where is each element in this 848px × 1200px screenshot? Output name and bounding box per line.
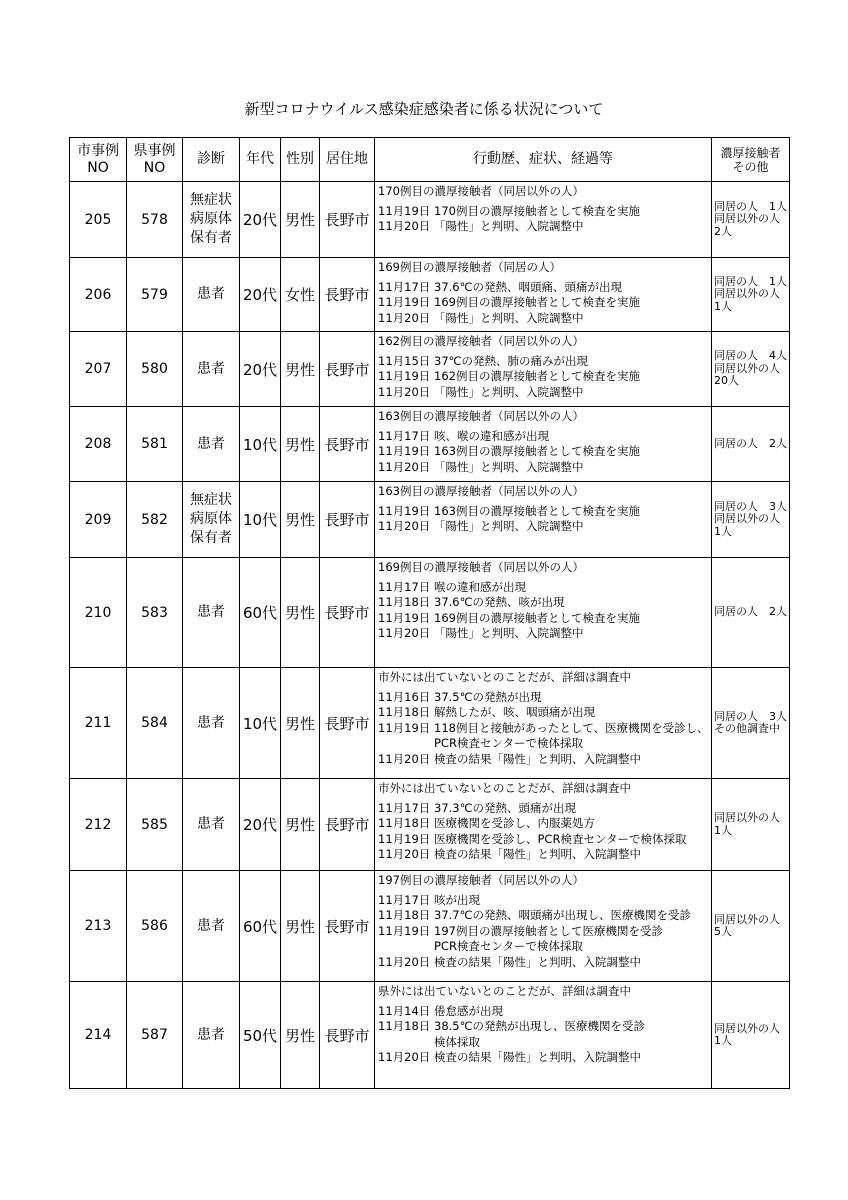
contacts-line: 同居以外の人 (714, 912, 780, 926)
event-line (378, 1004, 709, 1020)
event-line (378, 219, 709, 235)
contacts (712, 482, 790, 558)
event-line (378, 924, 709, 940)
event-text: 37.3℃の発熱、頭痛が出現 (434, 800, 577, 815)
sex: 男性 (281, 558, 320, 668)
event-line (378, 504, 709, 520)
event-text: 検体採取 (434, 1034, 480, 1049)
residence: 長野市 (320, 668, 375, 779)
residence: 長野市 (320, 407, 375, 482)
details (375, 779, 712, 871)
details (375, 182, 712, 258)
event-line (378, 690, 709, 706)
contacts-line: 同居の人 1人 (714, 274, 787, 288)
age-group: 10代 (240, 668, 281, 779)
event-line (378, 1035, 709, 1051)
pref-case-no: 585 (127, 779, 183, 871)
details-header: 197例目の濃厚接触者（同居以外の人） (378, 873, 584, 887)
event-line (378, 460, 709, 476)
age-group: 20代 (240, 258, 281, 332)
diagnosis-line: 病原体 (190, 211, 232, 227)
event-text: 163例目の濃厚接触者として検査を実施 (434, 444, 640, 458)
event-date: 11月19日 (378, 295, 431, 309)
details-header: 県外には出ていないとのことだが、詳細は調査中 (378, 984, 631, 998)
event-line (378, 736, 709, 752)
details-header: 169例目の濃厚接触者（同居以外の人） (378, 560, 584, 574)
diagnosis-line: 無症状 (190, 492, 232, 508)
residence: 長野市 (320, 982, 375, 1089)
event-text: 118例目と接触があったとして、医療機関を受診し、 (434, 720, 709, 735)
diagnosis-line: 患者 (197, 360, 225, 377)
event-text: 「陽性」と判明、入院調整中 (434, 310, 584, 325)
pref-case-no: 586 (127, 871, 183, 982)
page-title: 新型コロナウイルス感染症感染者に係る状況について (244, 100, 604, 118)
event-line (378, 429, 709, 445)
contacts-line: 1人 (714, 823, 732, 837)
contacts (712, 332, 790, 407)
diagnosis (183, 668, 240, 779)
event-text: 医療機関を受診し、PCR検査センターで検体採取 (434, 831, 687, 846)
event-text: 検査の結果「陽性」と判明、入院調整中 (434, 954, 641, 969)
age-group: 20代 (240, 182, 281, 258)
contacts-line: 同居の人 3人 (714, 499, 787, 513)
pref-case-no: 581 (127, 407, 183, 482)
event-date: 11月18日 (378, 1019, 431, 1033)
sex: 男性 (281, 482, 320, 558)
city-case-no: 214 (70, 982, 127, 1089)
diagnosis (183, 871, 240, 982)
event-date: 11月20日 (378, 751, 431, 766)
event-line (378, 908, 709, 924)
residence: 長野市 (320, 182, 375, 258)
event-line (378, 1019, 709, 1035)
event-text: 「陽性」と判明、入院調整中 (434, 626, 584, 640)
residence: 長野市 (320, 332, 375, 407)
details (375, 871, 712, 982)
header-residence: 居住地 (320, 138, 375, 182)
residence: 長野市 (320, 258, 375, 332)
pref-case-no: 587 (127, 982, 183, 1089)
event-date: 11月20日 (378, 310, 431, 325)
contacts (712, 779, 790, 871)
event-date: 11月19日 (378, 720, 431, 735)
event-line (378, 595, 709, 611)
details-header: 170例目の濃厚接触者（同居以外の人） (378, 184, 584, 198)
event-date: 11月20日 (378, 459, 431, 474)
event-text: PCR検査センターで検体採取 (434, 939, 583, 953)
event-date: 11月18日 (378, 595, 431, 609)
event-line (378, 444, 709, 460)
event-text: 37.6℃の発熱、咽頭痛、頭痛が出現 (434, 279, 623, 294)
event-date: 11月15日 (378, 353, 431, 368)
pref-case-no: 579 (127, 258, 183, 332)
contacts-line: 同居以外の人 (714, 361, 780, 375)
event-text: 咳が出現 (434, 892, 480, 907)
event-line (378, 721, 709, 737)
contacts (712, 258, 790, 332)
sex: 男性 (281, 871, 320, 982)
residence: 長野市 (320, 779, 375, 871)
details-header: 162例目の濃厚接触者（同居以外の人） (378, 334, 584, 348)
age-group: 60代 (240, 871, 281, 982)
sex: 女性 (281, 258, 320, 332)
contacts-line: 同居以外の人 (714, 512, 780, 526)
event-date: 11月17日 (378, 579, 431, 594)
residence: 長野市 (320, 558, 375, 668)
event-line (378, 354, 709, 370)
contacts-line: 同居の人 2人 (714, 605, 787, 619)
event-date (378, 736, 434, 752)
event-line (378, 369, 709, 385)
details-header: 169例目の濃厚接触者（同居の人） (378, 260, 561, 274)
header-row (70, 138, 790, 182)
sex: 男性 (281, 182, 320, 258)
event-date: 11月18日 (378, 908, 431, 922)
event-date: 11月17日 (378, 279, 431, 294)
event-line (378, 832, 709, 848)
event-line (378, 955, 709, 971)
event-line (378, 295, 709, 311)
diagnosis (183, 558, 240, 668)
age-group: 10代 (240, 407, 281, 482)
table-row (70, 407, 790, 482)
contacts-line: 1人 (714, 524, 732, 538)
diagnosis (183, 982, 240, 1089)
header-diagnosis: 診断 (183, 138, 240, 182)
details-header: 市外には出ていないとのことだが、詳細は調査中 (378, 670, 631, 684)
city-case-no: 209 (70, 482, 127, 558)
contacts-line: 2人 (714, 224, 732, 238)
diagnosis (183, 407, 240, 482)
diagnosis (183, 182, 240, 258)
contacts-line: 5人 (714, 925, 732, 938)
city-case-no: 212 (70, 779, 127, 871)
header-details: 行動歴、症状、経過等 (375, 138, 712, 182)
diagnosis-line: 患者 (197, 604, 225, 620)
details-header: 163例目の濃厚接触者（同居以外の人） (378, 409, 584, 423)
event-date: 11月20日 (378, 847, 431, 861)
event-date: 11月20日 (378, 219, 431, 233)
event-text: 169例目の濃厚接触者として検査を実施 (434, 295, 640, 309)
city-case-no: 213 (70, 871, 127, 982)
diagnosis (183, 779, 240, 871)
event-line (378, 752, 709, 768)
contacts (712, 668, 790, 779)
details (375, 668, 712, 779)
diagnosis-line: 患者 (197, 816, 225, 832)
table-row (70, 558, 790, 668)
event-date: 11月19日 (378, 610, 431, 625)
city-case-no: 205 (70, 182, 127, 258)
contacts-line: 同居以外の人 (714, 1021, 780, 1035)
event-line (378, 311, 709, 327)
city-case-no: 207 (70, 332, 127, 407)
pref-case-no: 580 (127, 332, 183, 407)
event-line (378, 611, 709, 627)
event-text: 163例目の濃厚接触者として検査を実施 (434, 503, 640, 518)
event-date: 11月19日 (378, 203, 431, 218)
contacts (712, 871, 790, 982)
event-date (378, 939, 434, 955)
event-date: 11月20日 (378, 626, 431, 640)
pref-case-no: 578 (127, 182, 183, 258)
details-header: 市外には出ていないとのことだが、詳細は調査中 (378, 781, 631, 795)
event-date: 11月14日 (378, 1003, 431, 1018)
diagnosis-line: 保有者 (190, 230, 232, 246)
event-date: 11月17日 (378, 892, 431, 907)
pref-case-no: 582 (127, 482, 183, 558)
event-text: 37.6℃の発熱、咳が出現 (434, 595, 565, 609)
diagnosis-line: 患者 (197, 917, 225, 934)
contacts-line: 同居の人 3人 (714, 709, 787, 723)
event-text: 医療機関を受診し、内服薬処方 (434, 816, 595, 830)
event-text: 「陽性」と判明、入院調整中 (434, 459, 584, 474)
contacts-line: 同居以外の人 (714, 212, 780, 226)
sex: 男性 (281, 668, 320, 779)
event-date: 11月19日 (378, 831, 431, 846)
age-group: 20代 (240, 779, 281, 871)
event-text: 170例目の濃厚接触者として検査を実施 (434, 203, 640, 218)
contacts-line: 1人 (714, 1034, 732, 1047)
age-group: 60代 (240, 558, 281, 668)
contacts-line: 同居以外の人 (714, 287, 780, 301)
event-text: 37.7℃の発熱、咽頭痛が出現し、医療機関を受診 (434, 908, 692, 922)
contacts-line: 20人 (714, 374, 739, 388)
diagnosis-line: 患者 (197, 435, 225, 452)
event-text: 197例目の濃厚接触者として医療機関を受診 (434, 923, 663, 938)
event-text: 咳、喉の違和感が出現 (434, 428, 549, 443)
table-row (70, 332, 790, 407)
contacts-line: 同居の人 1人 (714, 199, 787, 213)
event-line (378, 705, 709, 721)
event-text: 38.5℃の発熱が出現し、医療機関を受診 (434, 1019, 646, 1033)
diagnosis-line: 保有者 (190, 530, 232, 546)
sex: 男性 (281, 779, 320, 871)
details (375, 482, 712, 558)
event-text: 169例目の濃厚接触者として検査を実施 (434, 610, 640, 625)
age-group: 20代 (240, 332, 281, 407)
diagnosis-line: 患者 (197, 714, 225, 731)
event-line (378, 847, 709, 863)
event-text: 162例目の濃厚接触者として検査を実施 (434, 369, 640, 383)
event-text: 検査の結果「陽性」と判明、入院調整中 (434, 847, 641, 861)
pref-case-no: 584 (127, 668, 183, 779)
event-line (378, 580, 709, 596)
event-text: 検査の結果「陽性」と判明、入院調整中 (434, 751, 641, 766)
event-line (378, 385, 709, 401)
event-line (378, 1050, 709, 1066)
event-text: 37℃の発熱、肺の痛みが出現 (434, 353, 589, 368)
table-row (70, 258, 790, 332)
event-date: 11月19日 (378, 503, 431, 518)
event-date: 11月18日 (378, 816, 431, 830)
table-row (70, 182, 790, 258)
contacts-line: 同居の人 2人 (714, 436, 787, 450)
sex: 男性 (281, 407, 320, 482)
details (375, 982, 712, 1089)
event-date: 11月20日 (378, 954, 431, 969)
table-row (70, 871, 790, 982)
event-text: 検査の結果「陽性」と判明、入院調整中 (434, 1050, 641, 1064)
event-line (378, 939, 709, 955)
event-date: 11月16日 (378, 689, 431, 704)
event-date: 11月18日 (378, 705, 431, 719)
header-pref-no: 県事例 NO (127, 138, 183, 182)
event-date (378, 1035, 434, 1051)
event-date: 11月19日 (378, 369, 431, 383)
details (375, 258, 712, 332)
diagnosis-line: 患者 (197, 1026, 225, 1043)
event-text: 「陽性」と判明、入院調整中 (434, 219, 584, 233)
pref-case-no: 583 (127, 558, 183, 668)
event-text: 「陽性」と判明、入院調整中 (434, 384, 584, 399)
event-text: 37.5℃の発熱が出現 (434, 689, 542, 704)
event-date: 11月20日 (378, 384, 431, 399)
contacts-line: その他調査中 (714, 722, 780, 735)
details (375, 407, 712, 482)
event-line (378, 893, 709, 909)
event-date: 11月20日 (378, 1050, 431, 1064)
event-line (378, 519, 709, 535)
diagnosis (183, 332, 240, 407)
table-row (70, 779, 790, 871)
age-group: 10代 (240, 482, 281, 558)
city-case-no: 208 (70, 407, 127, 482)
event-date: 11月19日 (378, 923, 431, 938)
diagnosis (183, 258, 240, 332)
sex: 男性 (281, 332, 320, 407)
details (375, 332, 712, 407)
city-case-no: 211 (70, 668, 127, 779)
event-line (378, 801, 709, 817)
contacts (712, 982, 790, 1089)
table-row (70, 982, 790, 1089)
event-text: PCR検査センターで検体採取 (434, 736, 583, 750)
contacts (712, 182, 790, 258)
event-line (378, 204, 709, 220)
header-contacts: 濃厚接触者 その他 (712, 138, 790, 182)
residence: 長野市 (320, 482, 375, 558)
contacts-line: 同居以外の人 (714, 811, 780, 824)
event-date: 11月17日 (378, 428, 431, 443)
cases-table (69, 137, 790, 1089)
event-line (378, 280, 709, 296)
event-line (378, 816, 709, 832)
header-city-no: 市事例 NO (70, 138, 127, 182)
contacts (712, 558, 790, 668)
event-text: 「陽性」と判明、入院調整中 (434, 519, 584, 533)
table-row (70, 668, 790, 779)
city-case-no: 206 (70, 258, 127, 332)
table-row (70, 482, 790, 558)
contacts-line: 1人 (714, 299, 732, 313)
event-date: 11月19日 (378, 444, 431, 458)
details-header: 163例目の濃厚接触者（同居以外の人） (378, 484, 584, 498)
header-age: 年代 (240, 138, 281, 182)
city-case-no: 210 (70, 558, 127, 668)
sex: 男性 (281, 982, 320, 1089)
diagnosis-line: 患者 (197, 286, 225, 302)
details (375, 558, 712, 668)
event-date: 11月20日 (378, 519, 431, 533)
event-text: 喉の違和感が出現 (434, 579, 526, 594)
event-date: 11月17日 (378, 800, 431, 815)
contacts (712, 407, 790, 482)
header-sex: 性別 (281, 138, 320, 182)
age-group: 50代 (240, 982, 281, 1089)
contacts-line: 同居の人 4人 (714, 349, 787, 363)
diagnosis (183, 482, 240, 558)
residence: 長野市 (320, 871, 375, 982)
event-line (378, 626, 709, 642)
event-text: 解熱したが、咳、咽頭痛が出現 (434, 705, 595, 719)
event-text: 倦怠感が出現 (434, 1003, 503, 1018)
diagnosis-line: 無症状 (190, 192, 232, 208)
diagnosis-line: 病原体 (190, 511, 232, 527)
